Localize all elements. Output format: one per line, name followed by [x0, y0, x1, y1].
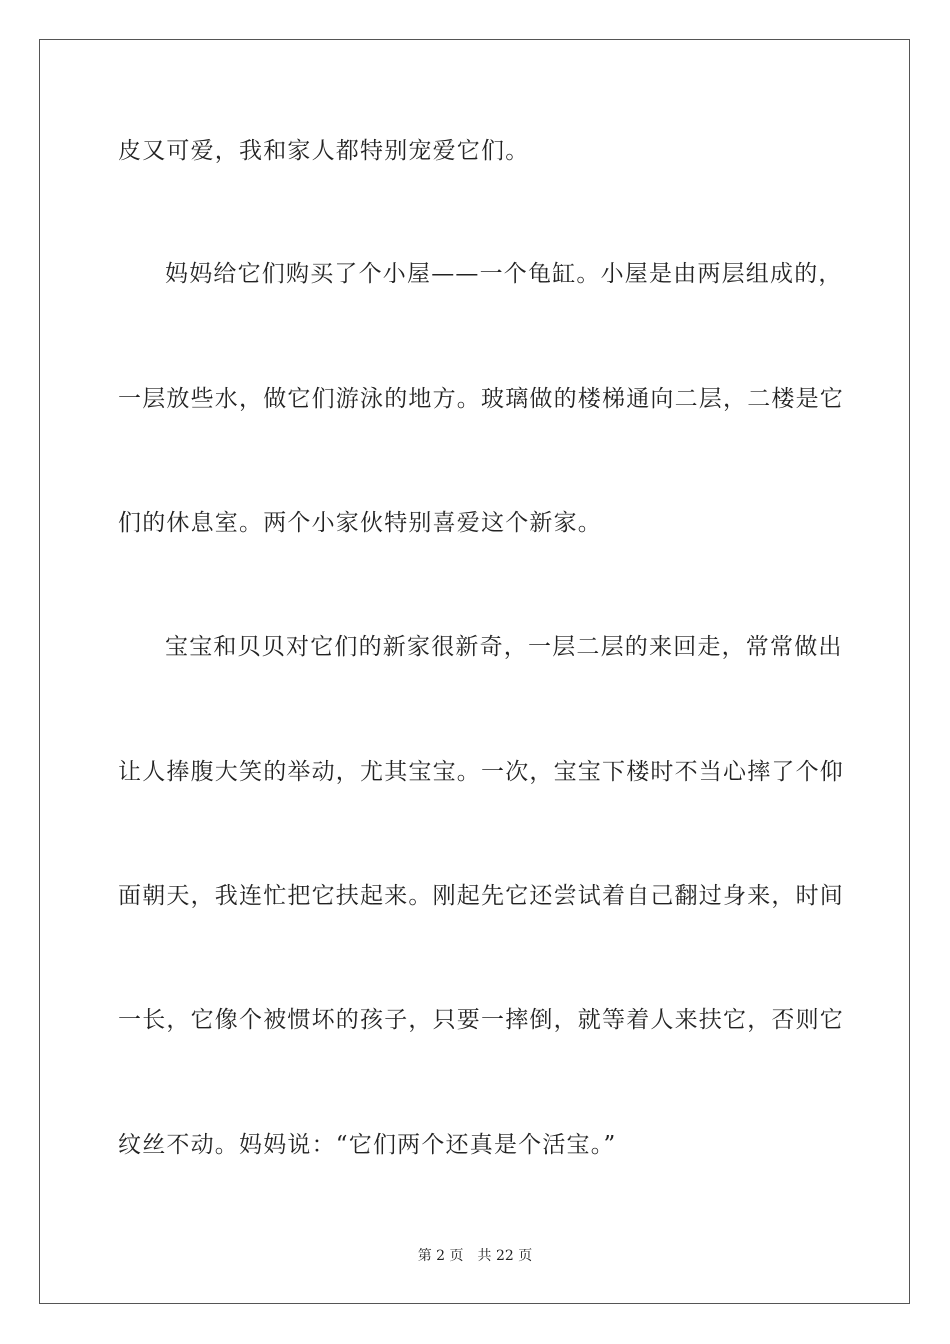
body-text-line: 让人捧腹大笑的举动，尤其宝宝。一次，宝宝下楼时不当心摔了个仰	[118, 759, 844, 785]
page-footer	[0, 1247, 950, 1265]
body-text-line: 一长，它像个被惯坏的孩子，只要一摔倒，就等着人来扶它，否则它	[118, 1007, 844, 1033]
page-total: 共 22 页	[477, 1248, 533, 1264]
paragraph-start-line: 宝宝和贝贝对它们的新家很新奇，一层二层的来回走，常常做出	[165, 634, 843, 660]
body-text-line: 们的休息室。两个小家伙特别喜爱这个新家。	[118, 510, 602, 536]
paragraph-start-line: 妈妈给它们购买了个小屋——一个龟缸。小屋是由两层组成的，	[165, 261, 843, 287]
body-text-line: 皮又可爱，我和家人都特别宠爱它们。	[118, 138, 530, 164]
body-text-line: 面朝天，我连忙把它扶起来。刚起先它还尝试着自己翻过身来，时间	[118, 883, 844, 909]
body-text-line: 纹丝不动。妈妈说：“它们两个还真是个活宝。”	[118, 1132, 617, 1158]
page-number: 第 2 页	[417, 1248, 464, 1264]
page-border	[39, 39, 910, 1304]
body-text-line: 一层放些水，做它们游泳的地方。玻璃做的楼梯通向二层，二楼是它	[118, 386, 844, 412]
